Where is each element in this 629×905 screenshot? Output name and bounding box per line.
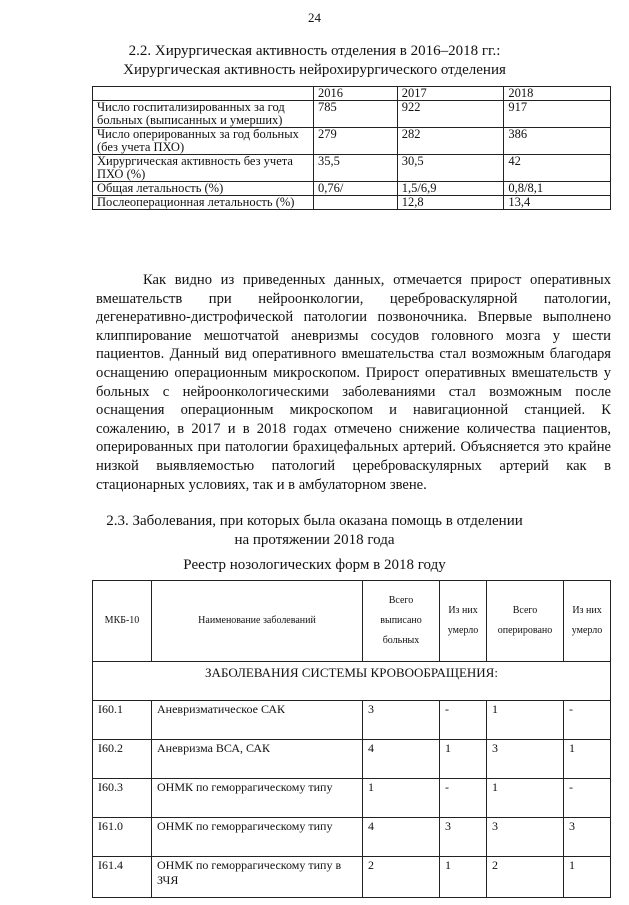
table-cell: ОНМК по геморрагическому типу [152,818,363,857]
table-cell: 1 [487,701,564,740]
value-cell: 30,5 [397,155,504,182]
value-cell: 12,8 [397,196,504,210]
year-header-cell: 2016 [314,87,398,101]
section-row [93,662,611,701]
year-header-cell: 2018 [504,87,611,101]
section-heading-continued: на протяжении 2018 года [234,532,395,548]
value-cell: 13,4 [504,196,611,210]
table-cell: - [440,701,487,740]
value-cell: 279 [314,128,398,155]
table-row [93,779,611,818]
section-title-cell: ЗАБОЛЕВАНИЯ СИСТЕМЫ КРОВООБРАЩЕНИЯ: [93,662,611,701]
value-cell: 922 [397,101,504,128]
table-title: Реестр нозологических форм в 2018 году [183,557,446,573]
table-cell: 2 [487,857,564,898]
table-cell: 1 [363,779,440,818]
table-cell: 3 [363,701,440,740]
table-cell: 3 [564,818,611,857]
page-number: 24 [308,10,321,25]
table-row [93,182,611,196]
column-header-cell: Из них умерло [440,581,487,662]
table-row [93,740,611,779]
table-cell: 1 [487,779,564,818]
table-cell: 3 [487,818,564,857]
row-label-cell: Число оперированных за год больных (без учета ПХО) [93,128,314,155]
table-cell: - [564,701,611,740]
table-row [93,818,611,857]
table-cell: 3 [440,818,487,857]
table-header-row [93,581,611,662]
table-header-row [93,87,611,101]
value-cell: 917 [504,101,611,128]
value-cell: 0,8/8,1 [504,182,611,196]
column-header-cell: Из них умерло [564,581,611,662]
value-cell: 0,76/ [314,182,398,196]
table-cell: 4 [363,740,440,779]
table-cell: ОНМК по геморрагическому типу в ЗЧЯ [152,857,363,898]
table-row [93,128,611,155]
surgical-activity-table [92,86,611,210]
value-cell: 35,5 [314,155,398,182]
table-cell: I60.1 [93,701,152,740]
section-heading: 2.3. Заболевания, при которых была оказана помощь в отделении [106,513,523,529]
value-cell: 282 [397,128,504,155]
table-cell: 4 [363,818,440,857]
value-cell [314,196,398,210]
table-cell: I61.4 [93,857,152,898]
header-cell [93,87,314,101]
table-title: Хирургическая активность нейрохирургического отделения [123,62,506,78]
table-row [93,101,611,128]
table-row [93,857,611,898]
table-cell: 1 [564,740,611,779]
year-header-cell: 2017 [397,87,504,101]
table-cell: ОНМК по геморрагическому типу [152,779,363,818]
table-cell: I61.0 [93,818,152,857]
table-cell: 2 [363,857,440,898]
value-cell: 42 [504,155,611,182]
row-label-cell: Хирургическая активность без учета ПХО (%) [93,155,314,182]
column-header-cell: Наименование заболеваний [152,581,363,662]
row-label-cell: Общая летальность (%) [93,182,314,196]
row-label-cell: Послеоперационная летальность (%) [93,196,314,210]
table-cell: I60.3 [93,779,152,818]
table-cell: 1 [440,740,487,779]
body-paragraph: Как видно из приведенных данных, отмечается прирост оперативных вмешательств при нейроонкологии, цереброваскулярной патологии, дегенеративно-дистрофической патологии позвоночника. Впервые выполнено клиппирование мешотчатой аневризмы сосудов головного мозга у шести пациентов. Данный вид оперативного вмешательства стал возможным благодаря оснащению операционным микроскопом. Прирост оперативных вмешательств у больных с нейроонкологическими заболеваниями стал возможным после оснащения операционным микроскопом и навигационной станцией. К сожалению, в 2017 и в 2018 годах отмечено снижение количества пациентов, оперированных при патологии брахицефальных артерий. Объясняется это крайне низкой выявляемостью патологий цереброваскулярных артерий как в стационарных условиях, так и в амбулаторном звене. [96,272,611,493]
table-cell: I60.2 [93,740,152,779]
value-cell: 386 [504,128,611,155]
column-header-cell: Всего выписано больных [363,581,440,662]
table-cell: 1 [564,857,611,898]
table-cell: - [440,779,487,818]
table-row [93,701,611,740]
table-cell: 1 [440,857,487,898]
table-row [93,196,611,210]
column-header-cell: МКБ-10 [93,581,152,662]
table-cell: - [564,779,611,818]
row-label-cell: Число госпитализированных за год больных (выписанных и умерших) [93,101,314,128]
value-cell: 1,5/6,9 [397,182,504,196]
value-cell: 785 [314,101,398,128]
table-cell: Аневризматическое САК [152,701,363,740]
nosology-registry-table [92,580,611,898]
table-cell: 3 [487,740,564,779]
section-heading: 2.2. Хирургическая активность отделения в 2016–2018 гг.: [128,43,501,59]
column-header-cell: Всего оперировано [487,581,564,662]
table-cell: Аневризма ВСА, САК [152,740,363,779]
table-row [93,155,611,182]
